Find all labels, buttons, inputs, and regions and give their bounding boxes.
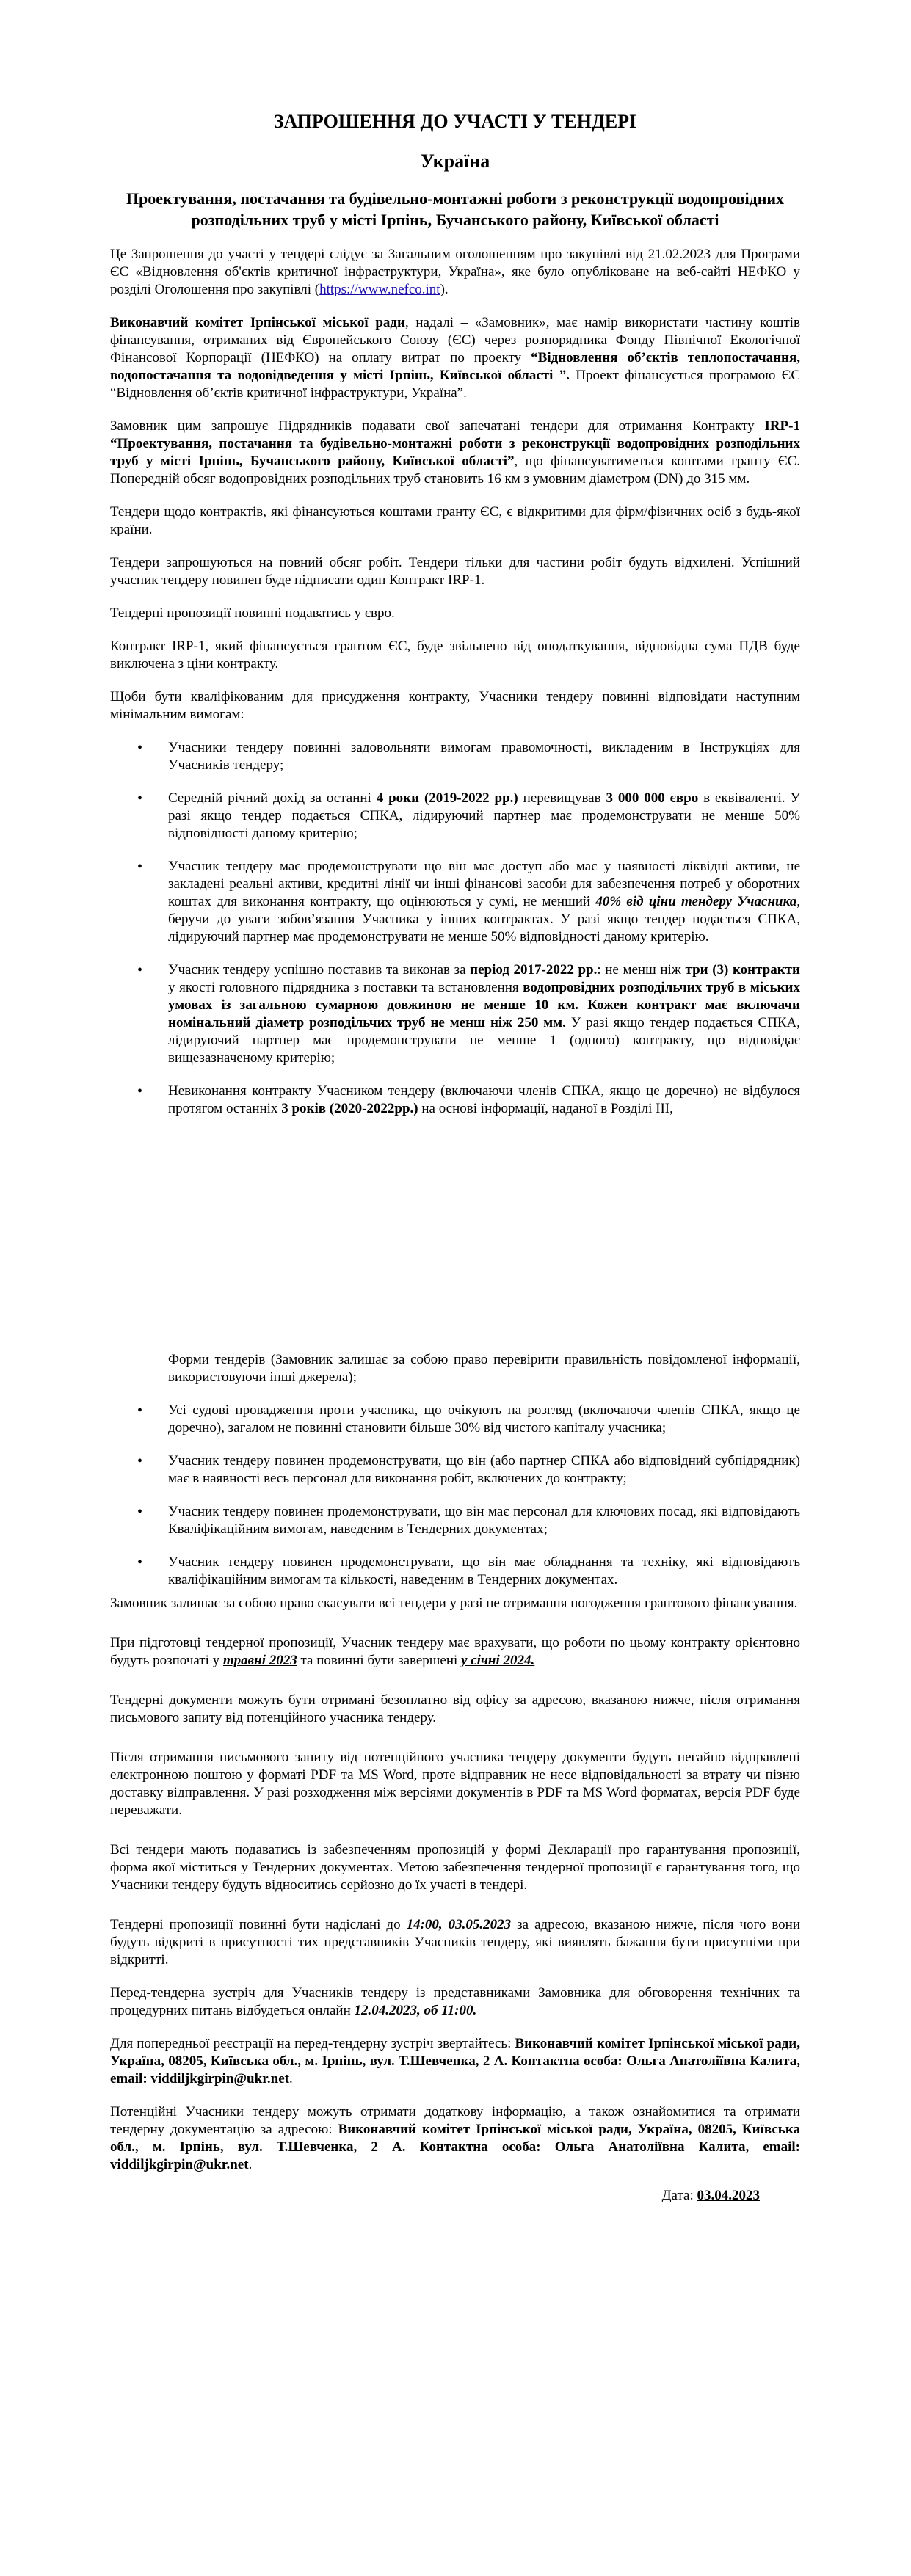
requirement-personnel: • Учасник тендеру повинен продемонструвати, що він (або партнер СПКА або відповідний субпідрядник) має в наявності весь персонал для виконання робіт, включених до контракту; [137,1452,800,1488]
delivery-paragraph: Після отримання письмового запиту від потенційного учасника тендеру документи будуть негайно відправлені електронною поштою у форматі PDF та MS Word, проте відправник не несе відповідальності за втрату чи пізню доставку відправлення. У разі розходження між версіями документів в PDF та MS Word форматах, версія PDF буде переважати. [110,1750,800,1818]
vat-paragraph: Контракт IRP-1, який фінансується грантом ЄС, буде звільнено від оподаткування, відповідна сума ПДВ буде виключена з ціни контракту. [110,638,800,672]
requirement-experience: • Учасник тендеру успішно поставив та виконав за період 2017-2022 рр.: не менш ніж три (3) контракти у якості головного підрядника з поставки та встановлення водопровідних розподільчих труб в міських умовах із загальною сумарною довжиною не менше 10 км. Кожен контракт має включачи номінальний діаметр розподільчих труб не менш ніж 250 мм. У разі якщо тендер подається СПКА, лідируючий партнер має продемонструвати не менше 1 (одного) контракту, що відповідає вищезазначеному критерію; [137,961,800,1067]
additional-info-paragraph: Потенційні Учасники тендеру можуть отримати додаткову інформацію, а також ознайомитися та отримати тендерну документацію за адресою: Виконавчий комітет Ірпінської міської ради, Україна, 08205, Київська обл., м. Ірпінь, вул. Т.Шевченка, 2 А. Контактна особа: Ольга Анатоліївна Калита, email: viddiljkgirpin@ukr.net. [110,2104,800,2172]
document-title: ЗАПРОШЕННЯ ДО УЧАСТІ У ТЕНДЕРІ [273,111,637,132]
eligibility-paragraph: Тендери щодо контрактів, які фінансуються коштами гранту ЄС, є відкритими для фірм/фізичних осіб з будь-якої країни. [110,504,800,537]
intro-paragraph: Це Запрошення до участі у тендері слідує за Загальним оголошенням про закупівлі від 21.02.2023 для Програми ЄС «Відновлення об'єктів критичної інфраструктури, Україна», яке було опубліковане на веб-сайті НЕФКО у розділі Оголошення про закупівлі (https://www.nefco.int). [110,247,800,297]
requirement-litigation: • Усі судові провадження проти учасника, що очікують на розгляд (включаючи членів СПКА, якщо це доречно), загалом не повинні становити більше 30% від чистого капіталу учасника; [137,1402,800,1437]
scope-paragraph: Тендери запрошуються на повний обсяг робіт. Тендери тільки для частини робіт будуть відхилені. Успішний учасник тендеру повинен буде підписати один Контракт IRP-1. [110,555,800,588]
qualification-intro: Щоби бути кваліфікованим для присудження контракту, Учасники тендеру повинні відповідати наступним мінімальним вимогам: [110,689,800,722]
security-paragraph: Всі тендери мають подаватись із забезпеченням пропозицій у формі Декларації про гарантування пропозиції, форма якої міститься у Тендерних документах. Метою забезпечення тендерної пропозиції є гарантування того, що Учасники тендеру будуть відноситись серйозно до їх участі в тендері. [110,1842,800,1893]
nefco-link[interactable]: https://www.nefco.int [319,282,440,297]
requirement-eligibility: • Учасники тендеру повинні задовольняти вимогам правомочності, викладеним в Інструкціях для Учасників тендеру; [137,739,800,774]
requirement-non-performance-continued: Форми тендерів (Замовник залишає за собою право перевірити правильність повідомленої інформації, використовуючи інші джерела); [168,1352,800,1385]
currency-paragraph: Тендерні пропозиції повинні подаватись у євро. [110,605,395,621]
requirement-key-staff: • Учасник тендеру повинен продемонструвати, що він має персонал для ключових посад, які відповідають Кваліфікаційним вимогам, наведеним в Тендерних документах; [137,1503,800,1538]
country-heading: Україна [420,150,490,172]
documents-paragraph: Тендерні документи можуть бути отримані безоплатно від офісу за адресою, вказаною нижче, після отримання письмового запиту від потенційного учасника тендеру. [110,1692,800,1725]
requirements-list [110,739,800,1589]
document-date: Дата: 03.04.2023 [661,2188,760,2203]
requirement-turnover: • Середній річний дохід за останні 4 роки (2019-2022 рр.) перевищував 3 000 000 євро в еквіваленті. У разі якщо тендер подається СПКА, лідируючий партнер має продемонструвати не менше 50% відповідності даному критерію; [137,790,800,843]
document [110,110,800,2205]
employer-paragraph: Виконавчий комітет Ірпінської міської ради, надалі – «Замовник», має намір використати частину коштів фінансування, отриманих від Європейського Союзу (ЄС) через розпорядника Фонду Північної Екологічної Фінансової Корпорації (НЕФКО) на оплату витрат по проекту “Відновлення об’єктів теплопостачання, водопостачання та водовідведення у місті Ірпінь, Київської області ”. Проект фінансується програмою ЄС “Відновлення об’єктів критичної інфраструктури, Україна”. [110,315,800,401]
cancellation-paragraph: Замовник залишає за собою право скасувати всі тендери у разі не отримання погодження грантового фінансування. [110,1596,798,1611]
date-value: 03.04.2023 [697,2188,760,2203]
deadline-paragraph: Тендерні пропозиції повинні бути надіслані до 14:00, 03.05.2023 за адресою, вказаною нижче, після чого вони будуть відкриті в присутності тих представників Учасників тендеру, які виявлять бажання бути присутніми при відкритті. [110,1917,800,1968]
requirement-equipment: • Учасник тендеру повинен продемонструвати, що він має обладнання та техніку, які відповідають кваліфікаційним вимогам та кількості, наведеним в Тендерних документах. [137,1554,800,1589]
schedule-paragraph: При підготовці тендерної пропозиції, Учасник тендеру має врахувати, що роботи по цьому контракту орієнтовно будуть розпочаті у травні 2023 та повинні бути завершені у січні 2024. [110,1635,800,1668]
pre-tender-meeting-paragraph: Перед-тендерна зустріч для Учасників тендеру із представниками Замовника для обговорення технічних та процедурних питань відбудеться онлайн 12.04.2023, об 11:00. [110,1985,800,2018]
requirement-non-performance: • Невиконання контракту Учасником тендеру (включаючи членів СПКА, якщо це доречно) не відбулося протягом останніх 3 років (2020-2022рр.) на основі інформації, наданої в Розділі III, [137,1083,800,1118]
tender-subject-heading: Проектування, постачання та будівельно-монтажні роботи з реконструкції водопровідних розподільних труб у місті Ірпінь, Бучанського району, Київської області [126,189,785,229]
invitation-paragraph: Замовник цим запрошує Підрядників подавати свої запечатані тендери для отримання Контракту IRP-1 “Проектування, постачання та будівельно-монтажні роботи з реконструкції водопровідних розподільних труб у місті Ірпінь, Бучанського району, Київської області”, що фінансуватиметься коштами гранту ЄС. Попередній обсяг водопровідних розподільних труб становить 16 км з умовним діаметром (DN) до 315 мм. [110,418,800,487]
requirement-liquid-assets: • Учасник тендеру має продемонструвати що він має доступ або має у наявності ліквідні активи, не закладені реальні активи, кредитні лінії чи інші фінансові засоби для забезпечення потреб у оборотних коштах для виконання контракту, що оцінюються у сумі, не менший 40% від ціни тендеру Учасника, беручи до уваги зобов’язання Учасника у інших контрактах. У разі якщо тендер подається СПКА, лідируючий партнер має продемонструвати не менше 50% відповідності даному критерію. [137,858,800,946]
registration-paragraph: Для попередньої реєстрації на перед-тендерну зустріч звертайтесь: Виконавчий комітет Ірпінської міської ради, Україна, 08205, Київська обл., м. Ірпінь, вул. Т.Шевченка, 2 А. Контактна особа: Ольга Анатоліївна Калита, email: viddiljkgirpin@ukr.net. [110,2036,800,2086]
